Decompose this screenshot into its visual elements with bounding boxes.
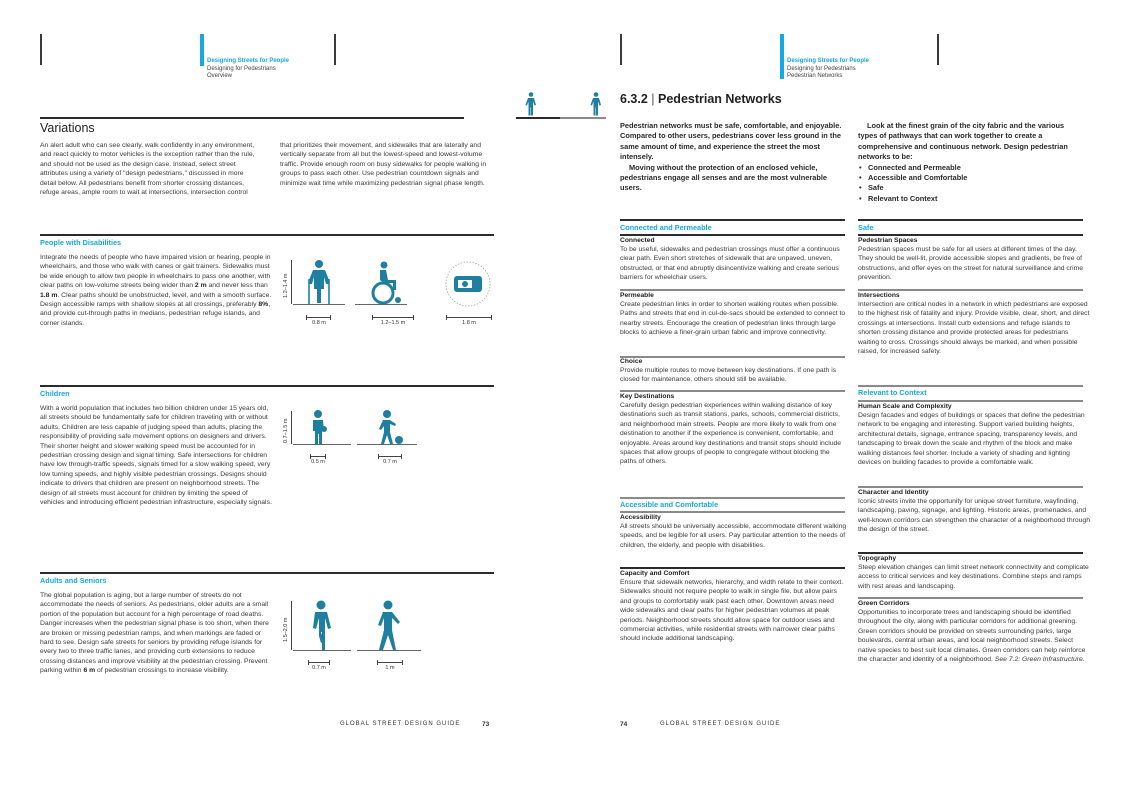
item-key-destinations (620, 393, 848, 467)
group-title-disabilities: People with Disabilities (40, 238, 122, 247)
group-rule (40, 385, 494, 387)
height-scale (291, 601, 292, 650)
running-header (787, 58, 869, 81)
block-title-relevant-context: Relevant to Context (858, 388, 927, 397)
block-rule (858, 400, 1083, 402)
item-text: Iconic streets invite the opportunity for unique street furniture, wayfinding, landscaping, paving, signage, and lighting. Historic areas, promenades, and well-known corridors can strengthen the character of a neighborhood through the design of the street. (858, 498, 1090, 534)
ground-line (357, 650, 421, 651)
margin-rule (560, 117, 606, 119)
item-title: Capacity and Comfort (620, 570, 690, 577)
width-label: 0.7 m (383, 459, 397, 465)
child-standing-icon (310, 410, 328, 444)
height-label: 1.2–1.4 m (283, 273, 289, 298)
group-rule (40, 234, 494, 236)
intro-paragraph: Pedestrian networks must be safe, comfortable, and enjoyable. Compared to other users, pedestrians cover less ground in the same amount of time, and experience the street the most intensely. (620, 121, 842, 162)
block-rule (858, 385, 1083, 387)
group-title-children: Children (40, 389, 70, 398)
width-label: 0.8 m (312, 320, 326, 326)
pedestrian-icon (590, 92, 602, 116)
item-choice (620, 358, 848, 385)
item-title: Intersections (858, 292, 900, 299)
width-scale (378, 456, 402, 457)
item-rule (858, 289, 1083, 291)
item-text: Steep elevation changes can limit street network connectivity and complicate access to critical services and key destinations. Combine steps and ramps with rest areas and landscaping. (858, 564, 1089, 590)
item-text: Ensure that sidewalk networks, hierarchy, and width relate to their context. Sidewalks should not require people to walk in single file, but allow pairs and groups to comfortably walk past each other. Downtown areas need wide sidewalks and clear paths for higher pedestrian volumes at peak periods. Neighborhood streets should allow space for outdoor uses and commercial activities, while residential streets with narrower clear paths should include additional landscaping. (620, 579, 844, 643)
running-header-chapter: Designing Streets for People (787, 58, 870, 64)
adult-standing-icon (309, 600, 333, 650)
width-scale (308, 662, 330, 663)
block-title-safe: Safe (858, 223, 874, 232)
block-rule (858, 234, 1083, 236)
running-header-section: Designing for Pedestrians (787, 65, 856, 72)
item-title: Connected (620, 237, 655, 244)
intro-column-1: An alert adult who can see clearly, walk confidently in any environment, and react quickly to motor vehicles is the exception rather than the rule, and should not be used as the design case. Instead, select street attributes using a variety of "design pedestrians," discussed in more detail below. All pedestrians benefit from shorter crossing distances, refuge areas, ample room to wait at intersections, intersection control (40, 142, 255, 197)
group-text-children: With a world population that includes two billion children under 15 years old, all streets should be fundamentally safe for children traveling with or without adults. Children are less capable of judging speed than adults, placing the responsibility of providing safe movement options on designers and drivers. Their shorter height and slower walking speed must be accounted for in pedestrian crossing design and signal timing. Safe intersections for children have low through-traffic speeds, signals timed for a slow walking speed, very low turning speeds, and highly visible pedestrian crossings. Designs should indicate to drivers that children are present on neighborhood streets. The design of all streets must account for children by limiting the speed of vehicles and introducing efficient pedestrian infrastructure, especially signals. (40, 405, 272, 507)
page-margin-mark (334, 34, 336, 65)
page-number: 74 (620, 721, 628, 728)
width-scale (310, 456, 326, 457)
width-label: 1.8 m (462, 320, 476, 326)
item-title: Key Destinations (620, 393, 675, 400)
item-accessibility (620, 514, 848, 550)
group-text-adults-seniors: The global population is aging, but a large number of streets do not accommodate the needs of seniors. As pedestrians, older adults are a small portion of the population but account for a high percentage of road deaths. Danger increases when the pedestrian signal phase is too short, when there are broken or missing pedestrian ramps, and when markings are faded or hard to see. Design safe streets for seniors by providing refuge islands for every two to three traffic lanes, and providing curb extensions to reduce crossing distances and improve visibility at the pedestrian crossing. Prevent parking within 6 m of pedestrian crossings to increase visibility. (40, 592, 269, 675)
item-title: Human Scale and Complexity (858, 403, 952, 410)
wheelchair-user-icon (370, 261, 404, 305)
goal-item: • Accessible and Comfortable (868, 173, 1083, 183)
width-label: 0.5 m (311, 459, 325, 465)
running-header-subsection: Overview (207, 73, 233, 79)
footer-title: GLOBAL STREET DESIGN GUIDE (660, 721, 781, 727)
running-header-bar (200, 34, 204, 66)
intro-column-1 (620, 121, 845, 194)
width-label: 1 m (385, 665, 395, 671)
item-text: Provide multiple routes to move between key destinations. If one path is closed for maintenance, others should still be available. (620, 367, 837, 384)
item-title: Pedestrian Spaces (858, 237, 918, 244)
item-text: Intersection are critical nodes in a network in which pedestrians are exposed to the highest risk of fatality and injury. Provide visible, clear, short, and direct crossings at intersections. Install curb extensions and refuge islands to shorten crossing distance and provide protected areas for pedestrians waiting to cross. Crossings should always be marked, and when possible raised, for increased safety. (858, 301, 1090, 356)
group-text-disabilities: Integrate the needs of people who have impaired vision or hearing, people in wheelchairs, and those who walk with canes or gait trainers. Sidewalks must be wide enough to allow two people in wheelchairs to pass one another, with clear paths on low-volume streets being wider than 2 m and never less than 1.8 m. Clear paths should be unobstructed, level, and with a smooth surface. Design accessible ramps with shallow slopes at all crossings, preferably 8%, and provide cut-through paths in medians, pedestrian refuge islands, and corner islands. (40, 254, 272, 327)
page-margin-mark (620, 34, 622, 65)
width-scale (306, 317, 331, 318)
block-rule (620, 497, 845, 499)
section-title: Variations (40, 121, 95, 135)
section-number: 6.3.2 (620, 92, 648, 106)
block-rule (620, 511, 845, 513)
item-permeable (620, 292, 848, 338)
item-connected (620, 237, 848, 283)
intro-column-2: that prioritizes their movement, and sidewalks that are laterally and vertically separate from all but the lowest-speed and lowest-volume traffic. Provide enough room on busy sidewalks for people walking in groups to pass each other. Use pedestrian countdown signals and minimize wait time while maximizing pedestrian signal phase length. (280, 142, 487, 187)
item-intersections (858, 292, 1090, 356)
running-header-subsection: Pedestrian Networks (787, 73, 843, 79)
running-header-bar (780, 34, 784, 79)
block-rule (858, 219, 1083, 221)
block-rule (620, 234, 845, 236)
item-rule (620, 289, 845, 291)
item-rule (620, 390, 845, 392)
section-heading: 6.3.2 | Pedestrian Networks (620, 92, 782, 106)
item-text: Design facades and edges of buildings or spaces that define the pedestrian network to be engaging and interesting. Support varied building heights, architectural details, signage, entrance spacing, transparency levels, and landscaping to break down the scale and rhythm of the block and make walking distances feel shorter. Include a variety of shading and lighting devices on building facades to provide a comfortable walk. (858, 412, 1085, 467)
block-title-accessible-comfortable: Accessible and Comfortable (620, 500, 719, 509)
item-rule (858, 597, 1083, 599)
group-title-adults-seniors: Adults and Seniors (40, 576, 107, 585)
goal-item: • Connected and Permeable (868, 163, 1083, 173)
item-text: All streets should be universally accessible, accommodate different walking speeds, and be legible for all users. Pay particular attention to the needs of children, the elderly, and people with disabilities. (620, 523, 847, 549)
item-character-identity (858, 489, 1090, 535)
group-rule (40, 572, 494, 574)
item-rule (858, 486, 1083, 488)
block-rule (620, 219, 845, 221)
width-scale (372, 317, 414, 318)
page-margin-mark (937, 34, 939, 65)
item-text: Create pedestrian links in order to shorten walking routes when possible. Paths and streets that end in cul-de-sacs should be extended to connect to nearby streets. Encourage the creation of pedestrian links through large blocks to achieve a finer-grain urban fabric and improve connectivity. (620, 301, 846, 337)
width-label: 0.7 m (312, 665, 326, 671)
item-title: Accessibility (620, 514, 661, 521)
pedestrian-icon (525, 92, 537, 116)
running-header-chapter: Designing Streets for People (207, 58, 290, 64)
height-label: 1.5–2.0 m (283, 617, 289, 642)
item-text: To be useful, sidewalks and pedestrian crossings must offer a continuous clear path. Even short stretches of sidewalk that are unpaved, uneven, obstructed, or that end abruptly disincentivize walking and create serious barriers for wheelchair users. (620, 246, 840, 282)
item-title: Green Corridors (858, 600, 910, 607)
section-rule (40, 117, 464, 119)
page-margin-mark (40, 34, 42, 65)
goal-item: • Safe (868, 183, 1083, 193)
item-pedestrian-spaces (858, 237, 1090, 283)
ground-line (293, 650, 351, 651)
child-playing-ball-icon (376, 410, 404, 444)
page-number: 73 (482, 721, 490, 728)
item-rule (858, 552, 1083, 554)
block-title-connected-permeable: Connected and Permeable (620, 223, 712, 232)
item-green-corridors (858, 600, 1090, 664)
item-text: Pedestrian spaces must be safe for all users at different times of the day. They should be well-lit, provide accessible slopes and gradients, be free of obstructions, and offer eyes on the street for natural surveillance and crime prevention. (858, 246, 1084, 282)
goals-list (858, 163, 1083, 205)
goal-item: • Relevant to Context (868, 194, 1083, 204)
height-label: 0.7–1.5 m (283, 418, 289, 443)
width-label: 1.2–1.5 m (380, 320, 406, 326)
width-scale (446, 317, 492, 318)
section-title: Pedestrian Networks (658, 92, 782, 106)
intro-paragraph: Look at the finest grain of the city fabric and the various types of pathways that can work together to create a comprehensive and continuous network. Design pedestrian networks to be: (858, 121, 1068, 162)
intro-paragraph: Moving without the protection of an enclosed vehicle, pedestrians engage all senses and are the most vulnerable users. (620, 162, 828, 193)
item-title: Choice (620, 358, 643, 365)
item-title: Topography (858, 555, 897, 562)
item-capacity-comfort (620, 570, 848, 644)
footer-title: GLOBAL STREET DESIGN GUIDE (340, 721, 461, 727)
senior-walking-icon (375, 600, 403, 650)
item-rule (620, 567, 845, 569)
ground-line (357, 444, 417, 445)
running-header (207, 58, 289, 81)
item-human-scale (858, 403, 1090, 467)
ground-line (293, 444, 351, 445)
height-scale (291, 260, 292, 304)
intro-column-2 (858, 121, 1083, 204)
item-title: Character and Identity (858, 489, 929, 496)
walker-user-icon (305, 259, 333, 304)
item-text: Opportunities to incorporate trees and landscaping should be identified throughout the city, along with particular corridors for additional greening. Green corridors should be provided on streets surrounding parks, large boulevards, central urban areas, and local neighborhood streets. Select native species to best suit local climates. Green corridors can help reinforce the character and identity of a neighborhood. See 7.2: Green Infrastructure. (858, 609, 1086, 664)
running-header-section: Designing for Pedestrians (207, 65, 276, 72)
height-scale (291, 411, 292, 444)
ground-line (293, 304, 345, 305)
item-text: Carefully design pedestrian experiences within walking distance of key destinations such as transit stations, parks, schools, commercial districts, and neighborhood main streets. People are more likely to walk from one destination to another if the experience is convenient, comfortable, and enjoyable. Areas around key destinations and transit stops should include spaces that allow groups of people to congregate without blocking the paths of others. (620, 402, 842, 466)
item-topography (858, 555, 1090, 591)
width-scale (377, 662, 403, 663)
wheelchair-turning-circle-icon (445, 261, 491, 307)
cross-reference: See 7.2: Green Infrastructure. (994, 656, 1085, 664)
margin-rule (516, 117, 560, 119)
item-title: Permeable (620, 292, 654, 299)
